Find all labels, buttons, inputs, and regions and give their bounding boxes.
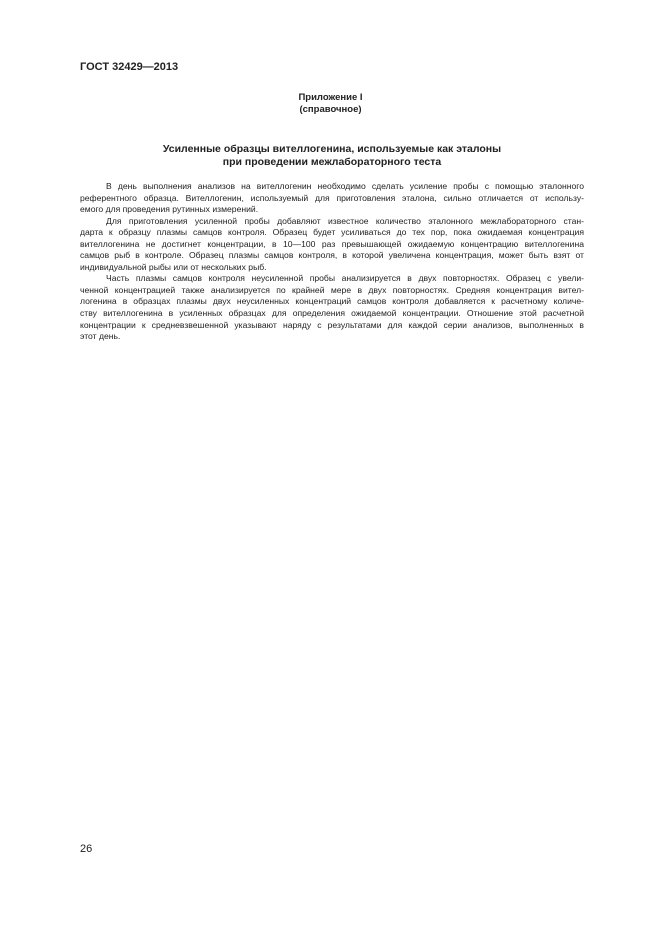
text-line: самцов рыб в контроле. Образец плазмы самцов контроля, в которой увеличена концентрация, может быть взят от: [80, 250, 584, 261]
text-line: логенина в образцах плазмы двух неусиленных концентраций самцов контроля добавляется к расчетному количе-: [80, 296, 584, 307]
text-line: этот день.: [80, 331, 121, 342]
appendix-type: (справочное): [299, 104, 362, 115]
text-line: ченной концентрацией также анализируется по крайней мере в двух повторностях. Средняя концентрация вител-: [80, 284, 584, 295]
document-header: ГОСТ 32429—2013: [80, 61, 179, 73]
page-number: 26: [80, 843, 93, 855]
text-line: В день выполнения анализов на вителлогенин необходимо сделать усиление пробы с помощью эталонного: [106, 181, 584, 191]
text-line: ству вителлогенина в усиленных образцах для определения ожидаемой концентрации. Отношение этой расчетной: [80, 308, 584, 319]
body-text: [80, 181, 584, 343]
text-line: Для приготовления усиленной пробы добавляют известное количество эталонного межлабораторного стан-: [106, 215, 584, 226]
section-title: [80, 143, 584, 168]
title-line: при проведении межлабораторного теста: [222, 155, 442, 168]
text-line: вителлогенина не достигнет концентрации, в 10—100 раз превышающей ожидаемую концентрацию вителлогенина: [80, 238, 584, 249]
text-line: индивидуальной рыбы или от нескольких рыб.: [80, 261, 267, 272]
text-line: емого для проведения рутинных измерений.: [80, 204, 259, 215]
text-line: Часть плазмы самцов контроля неусиленной пробы анализируется в двух повторностях. Образец с увели-: [106, 273, 584, 284]
text-line: дарта к образцу плазмы самцов контроля. Образец будет усиливаться до тех пор, пока ожидаемая концентрация: [80, 227, 584, 238]
text-line: референтного образца. Вителлогенин, используемый для приготовления эталона, сильно отличается от использу-: [80, 192, 584, 203]
title-line: Усиленные образцы вителлогенина, используемые как эталоны: [162, 143, 502, 155]
appendix-label: Приложение I: [298, 92, 363, 103]
text-line: концентрации к средневзвешенной указывают наряду с результатами для каждой серии анализов, выполненных в: [80, 319, 584, 330]
